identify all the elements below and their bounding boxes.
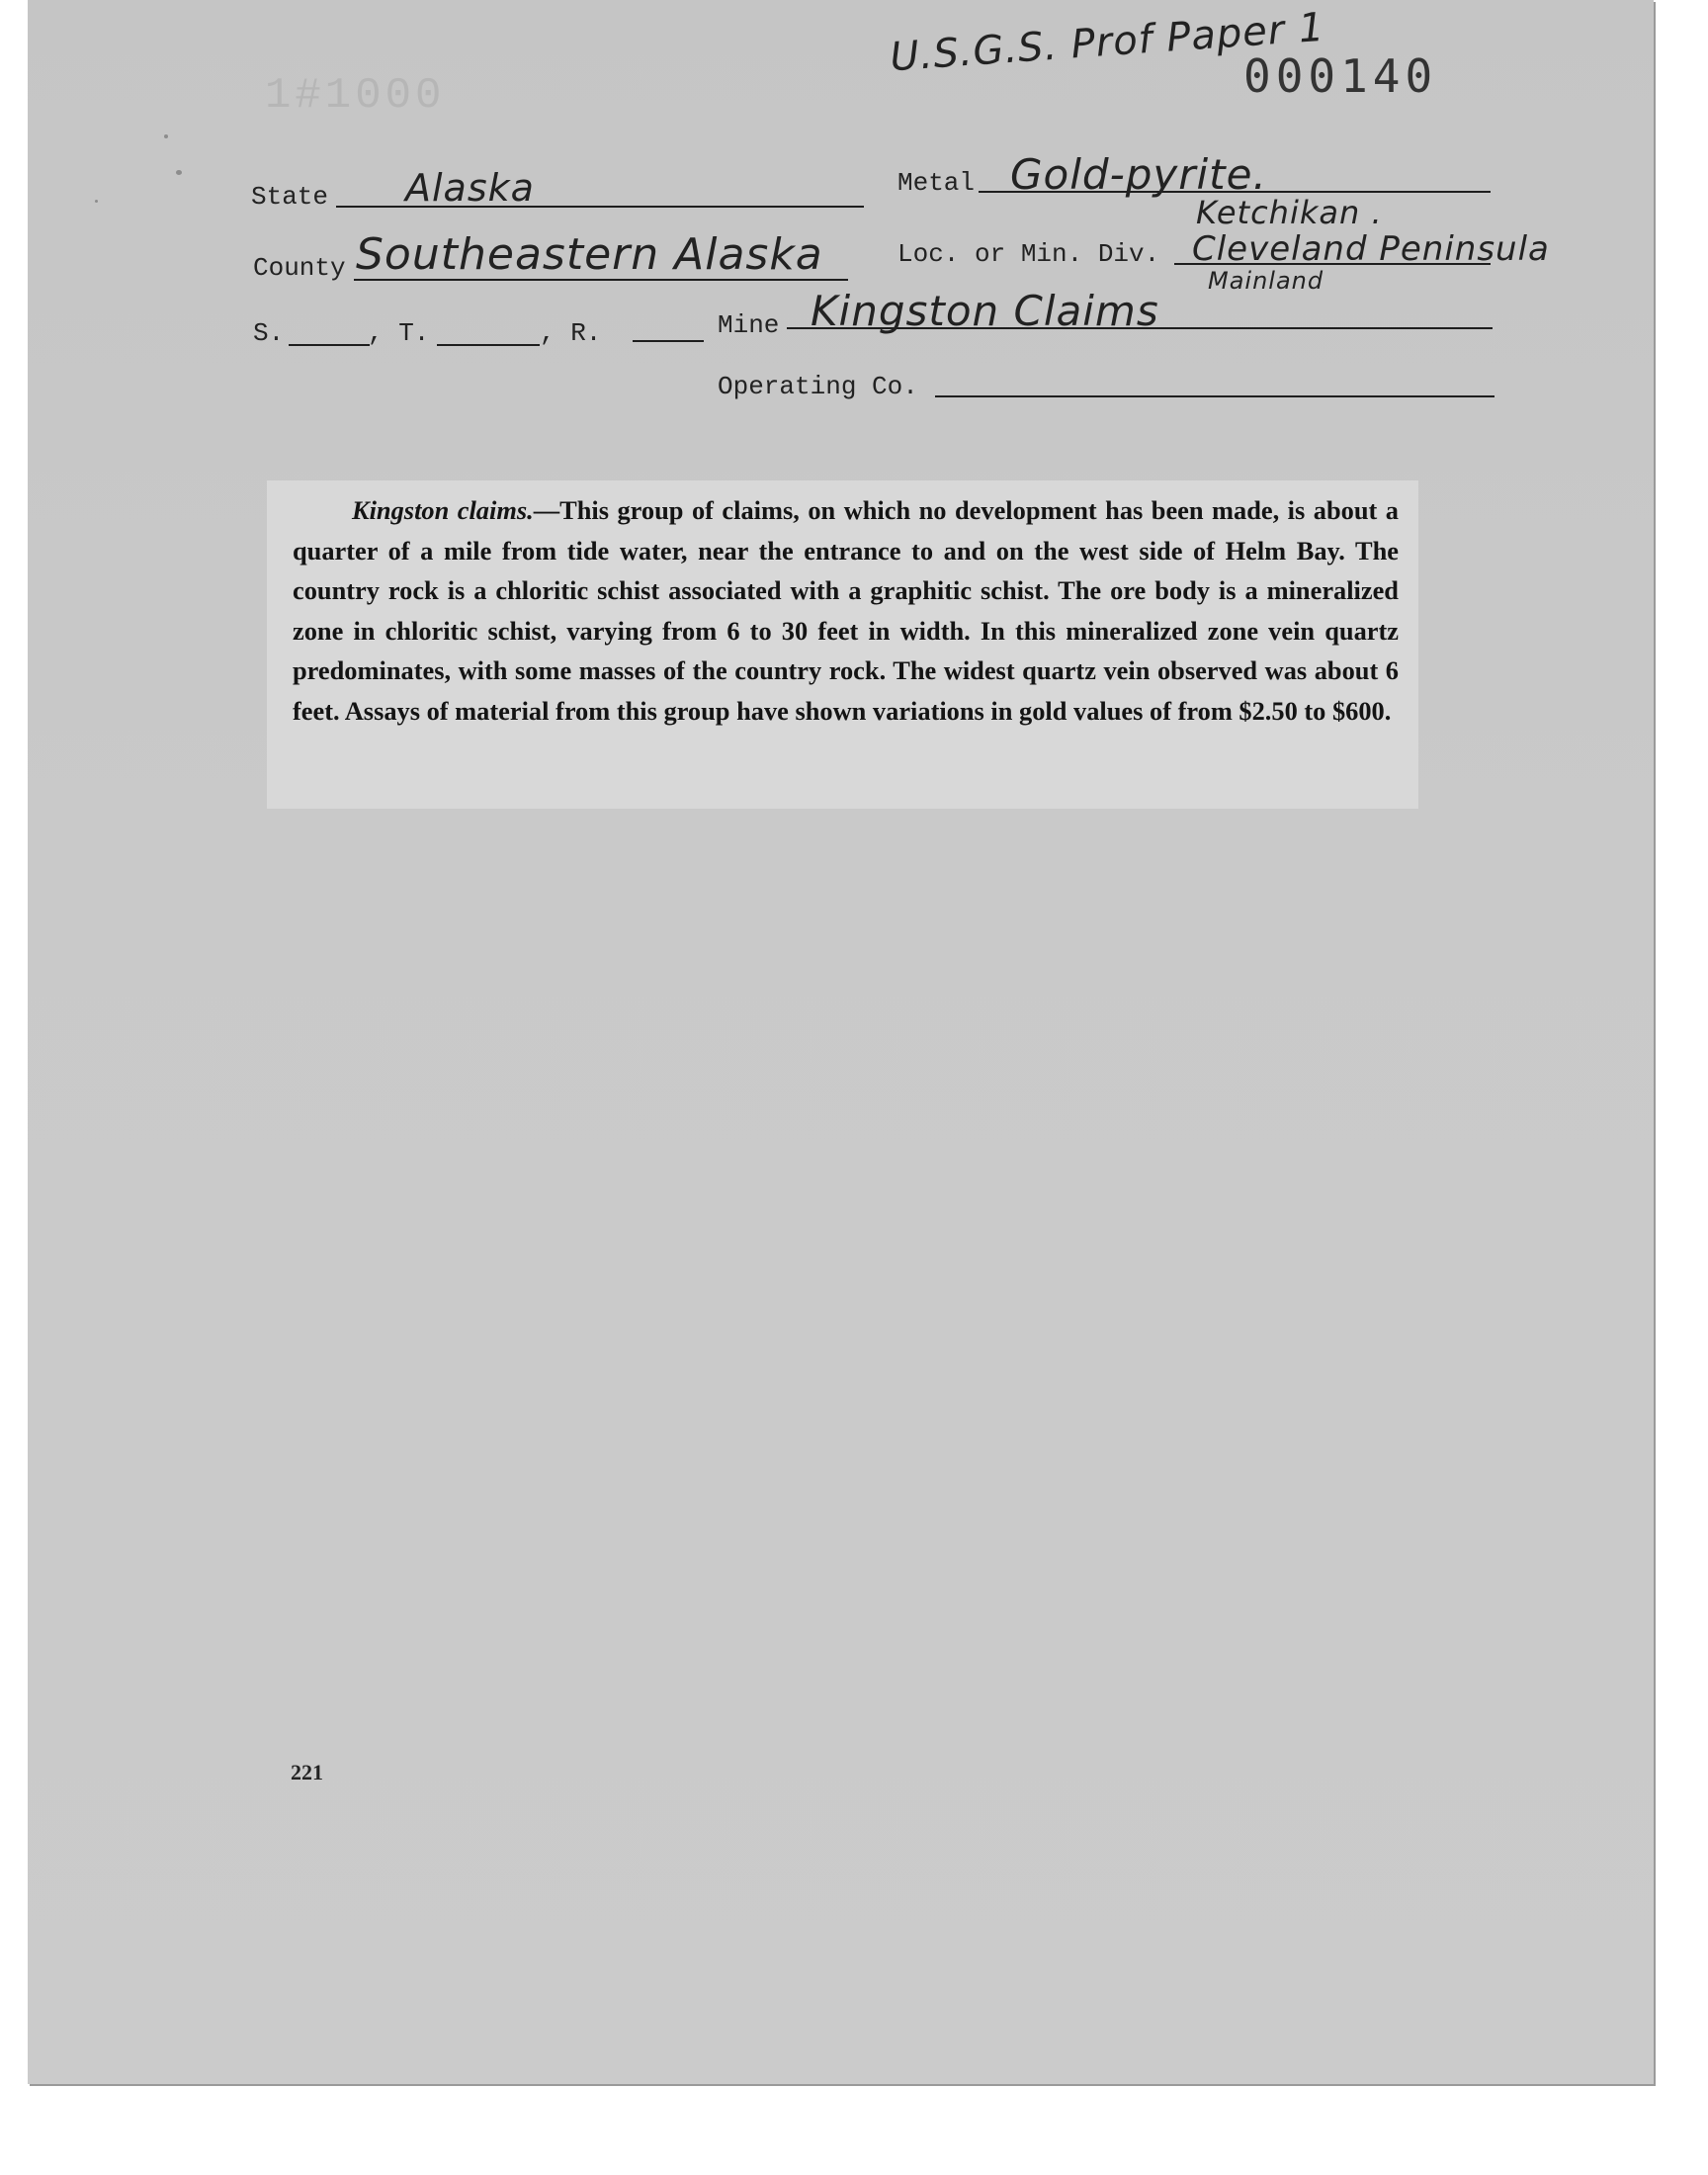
county-label: County <box>253 253 346 283</box>
township-label: , T. <box>368 318 430 348</box>
speck <box>95 200 98 203</box>
loc-value-main: Cleveland Peninsula <box>1192 229 1550 269</box>
loc-value-top: Ketchikan . <box>1196 194 1383 231</box>
metal-value: Gold-pyrite. <box>1010 150 1267 199</box>
operating-line <box>935 395 1494 397</box>
clipping-heading: Kingston claims. <box>352 495 534 525</box>
state-value: Alaska <box>405 166 535 210</box>
state-label: State <box>251 182 329 212</box>
section-line <box>289 344 370 346</box>
township-line <box>437 344 540 346</box>
page-number: 221 <box>291 1760 323 1784</box>
loc-label: Loc. or Min. Div. <box>897 239 1160 269</box>
range-line <box>633 340 704 342</box>
mine-label: Mine <box>718 310 780 340</box>
record-number: 000140 <box>1243 49 1438 103</box>
clipping-body: —This group of claims, on which no development has been made, is about a quarter of a mile from tide water, near the entrance to and on the west side of Helm Bay. The country rock is a chloritic schist associated with a graphitic schist. The ore body is a mineralized zone in chloritic schist, varying from 6 to 30 feet in width. In this mineralized zone vein quartz predominates, with some masses of the country rock. The widest quartz vein observed was about 6 feet. Assays of material from this group have shown variations in gold values of from $2.50 to $600. <box>293 495 1399 726</box>
speck <box>164 134 168 138</box>
loc-value-bottom: Mainland <box>1208 267 1324 295</box>
range-label: , R. <box>540 318 602 348</box>
section-label: S. <box>253 318 285 348</box>
county-value: Southeastern Alaska <box>356 229 823 280</box>
metal-label: Metal <box>897 168 976 198</box>
mine-value: Kingston Claims <box>811 287 1159 335</box>
faint-stamp: 1#1000 <box>265 71 446 121</box>
operating-label: Operating Co. <box>718 372 918 401</box>
description-clipping <box>267 480 1418 809</box>
source-note: U.S.G.S. Prof Paper 1 <box>888 4 1326 81</box>
speck <box>176 170 182 175</box>
